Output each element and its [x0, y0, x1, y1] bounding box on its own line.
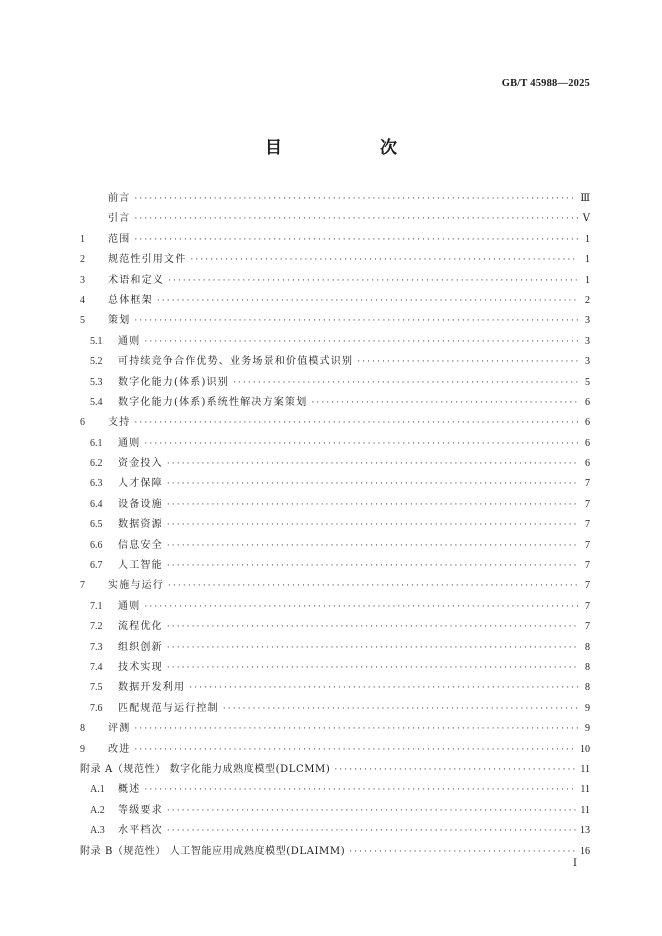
toc-entry[interactable]: [80, 576, 590, 596]
toc-entry[interactable]: [80, 801, 590, 821]
toc-entry-page: 7: [585, 478, 590, 490]
toc-entry-number: 6.2: [90, 458, 103, 470]
toc-entry-page: 8: [585, 682, 590, 694]
toc-entry-page: 7: [585, 498, 590, 510]
toc-entry-number: 7.5: [90, 682, 103, 694]
toc-dot-leader: [144, 780, 576, 800]
toc-entry-label: 通则: [118, 437, 141, 449]
toc-entry-label: 数字化能力(体系)系统性解决方案策划: [118, 396, 308, 408]
toc-entry-number: 7.1: [90, 600, 103, 612]
toc-dot-leader: [134, 719, 578, 739]
toc-dot-leader: [167, 536, 578, 556]
toc-entry-label: 总体框架: [108, 294, 153, 306]
toc-entry-number: 7: [80, 580, 85, 592]
toc-entry-page: 7: [585, 539, 590, 551]
toc-entry[interactable]: [80, 434, 590, 454]
toc-dot-leader: [168, 576, 578, 596]
toc-entry-page: 7: [585, 600, 590, 612]
toc-dot-leader: [144, 597, 578, 617]
toc-entry-page: 11: [580, 804, 590, 816]
toc-entry[interactable]: [80, 719, 590, 739]
toc-entry-page: 2: [585, 294, 590, 306]
toc-entry[interactable]: [80, 658, 590, 678]
toc-entry-page: 1: [585, 254, 590, 266]
toc-entry[interactable]: [80, 474, 590, 494]
toc-entry-number: 6.6: [90, 539, 103, 551]
toc-entry-label: 改进: [108, 743, 131, 755]
toc-entry-page: 6: [585, 437, 590, 449]
toc-entry-page: 11: [580, 784, 590, 796]
toc-entry-label: 等级要求: [118, 804, 163, 816]
toc-entry[interactable]: [80, 209, 590, 229]
toc-entry[interactable]: [80, 678, 590, 698]
toc-dot-leader: [167, 454, 578, 474]
toc-entry-number: A.1: [90, 784, 105, 796]
toc-dot-leader: [157, 291, 578, 311]
toc-entry-label: 策划: [108, 315, 131, 327]
toc-dot-leader: [167, 617, 578, 637]
toc-entry-number: 8: [80, 723, 85, 735]
toc-entry-label: 设备设施: [118, 498, 163, 510]
toc-entry-number: 5.1: [90, 335, 103, 347]
toc-dot-leader: [168, 271, 578, 291]
document-code: GB/T 45988—2025: [501, 78, 590, 89]
toc-entry-page: 6: [585, 458, 590, 470]
toc-entry[interactable]: [80, 638, 590, 658]
table-of-contents: [80, 189, 590, 862]
toc-entry[interactable]: [80, 597, 590, 617]
toc-dot-leader: [349, 842, 576, 862]
toc-dot-leader: [134, 413, 578, 433]
toc-entry-label: 流程优化: [118, 621, 163, 633]
toc-entry-page: 9: [585, 702, 590, 714]
toc-entry[interactable]: [80, 271, 590, 291]
toc-entry-number: 6.1: [90, 437, 103, 449]
toc-entry-label: 评测: [108, 723, 131, 735]
toc-entry-label: 规范性引用文件: [108, 254, 187, 266]
toc-entry-page: Ⅲ: [580, 193, 590, 204]
toc-entry-label: 术语和定义: [108, 274, 164, 286]
toc-entry[interactable]: [80, 291, 590, 311]
toc-entry-number: 6.3: [90, 478, 103, 490]
toc-entry[interactable]: [80, 842, 590, 862]
toc-entry-label: 资金投入: [118, 458, 163, 470]
toc-entry-page: 6: [585, 417, 590, 429]
toc-entry-number: 6: [80, 417, 85, 429]
toc-entry-page: 10: [580, 743, 590, 755]
toc-entry-label: 附录 A（规范性） 数字化能力成熟度模型(DLCMM): [80, 763, 331, 775]
page-number: Ⅰ: [573, 858, 577, 869]
toc-entry-number: 6.4: [90, 498, 103, 510]
toc-entry-number: 7.2: [90, 621, 103, 633]
toc-entry[interactable]: [80, 740, 590, 760]
toc-dot-leader: [167, 515, 578, 535]
toc-dot-leader: [144, 434, 578, 454]
toc-entry-page: 13: [580, 825, 590, 837]
toc-dot-leader: [189, 678, 578, 698]
toc-entry[interactable]: [80, 230, 590, 250]
toc-entry-label: 实施与运行: [108, 580, 164, 592]
toc-dot-leader: [167, 821, 576, 841]
toc-entry-page: 8: [585, 661, 590, 673]
toc-entry-page: 3: [585, 356, 590, 368]
toc-entry-number: 7.3: [90, 641, 103, 653]
toc-entry-label: 数据资源: [118, 519, 163, 531]
toc-entry-label: 数据开发利用: [118, 682, 186, 694]
toc-entry-page: 11: [580, 763, 590, 775]
toc-entry-page: 16: [580, 845, 590, 857]
toc-entry-label: 信息安全: [118, 539, 163, 551]
toc-entry[interactable]: [80, 413, 590, 433]
toc-entry-page: 8: [585, 641, 590, 653]
toc-entry-label: 水平档次: [118, 825, 163, 837]
toc-entry[interactable]: [80, 780, 590, 800]
toc-entry[interactable]: [80, 495, 590, 515]
toc-dot-leader: [167, 495, 578, 515]
page-title: 目 次: [265, 138, 443, 158]
toc-dot-leader: [134, 189, 576, 209]
toc-entry-label: 技术实现: [118, 661, 163, 673]
toc-dot-leader: [134, 209, 578, 229]
toc-dot-leader: [167, 638, 578, 658]
toc-entry[interactable]: [80, 311, 590, 331]
toc-entry-number: 7.6: [90, 702, 103, 714]
toc-entry[interactable]: [80, 189, 590, 209]
toc-entry-label: 前言: [108, 193, 131, 204]
toc-entry-page: 1: [585, 274, 590, 286]
toc-entry[interactable]: [80, 352, 590, 372]
toc-entry[interactable]: [80, 332, 590, 352]
toc-entry-number: A.3: [90, 825, 105, 837]
toc-entry[interactable]: [80, 617, 590, 637]
toc-entry-label: 通则: [118, 335, 141, 347]
toc-dot-leader: [167, 658, 578, 678]
toc-entry-number: 6.7: [90, 560, 103, 572]
toc-entry-number: A.2: [90, 804, 105, 816]
toc-entry-number: 9: [80, 743, 85, 755]
toc-dot-leader: [134, 311, 578, 331]
toc-dot-leader: [334, 760, 576, 780]
toc-entry-label: 范围: [108, 233, 131, 245]
toc-dot-leader: [134, 740, 576, 760]
toc-entry-page: 3: [585, 335, 590, 347]
toc-entry-page: 9: [585, 723, 590, 735]
toc-dot-leader: [167, 801, 577, 821]
toc-entry-label: 数字化能力(体系)识别: [118, 376, 230, 388]
toc-entry-label: 支持: [108, 417, 131, 429]
toc-entry-label: 附录 B（规范性） 人工智能应用成熟度模型(DLAIMM): [80, 845, 346, 857]
toc-entry[interactable]: [80, 536, 590, 556]
toc-dot-leader: [223, 699, 578, 719]
toc-entry[interactable]: [80, 373, 590, 393]
toc-entry-page: 3: [585, 315, 590, 327]
toc-dot-leader: [190, 250, 578, 270]
toc-entry-number: 5.4: [90, 396, 103, 408]
toc-entry-label: 人工智能: [118, 560, 163, 572]
toc-entry-page: 1: [585, 233, 590, 245]
toc-entry-label: 人才保障: [118, 478, 163, 490]
toc-dot-leader: [144, 332, 578, 352]
toc-entry-number: 5.3: [90, 376, 103, 388]
toc-entry-page: 5: [585, 376, 590, 388]
toc-entry-number: 5.2: [90, 356, 103, 368]
toc-entry[interactable]: [80, 454, 590, 474]
toc-entry-label: 引言: [108, 213, 131, 225]
toc-entry-label: 可持续竞争合作优势、业务场景和价值模式识别: [118, 356, 354, 368]
toc-entry-page: Ⅴ: [582, 213, 590, 225]
toc-entry-number: 7.4: [90, 661, 103, 673]
toc-entry-number: 3: [80, 274, 85, 286]
toc-entry-number: 2: [80, 254, 85, 266]
toc-entry[interactable]: [80, 556, 590, 576]
toc-dot-leader: [357, 352, 578, 372]
toc-entry-number: 4: [80, 294, 85, 306]
toc-dot-leader: [167, 556, 578, 576]
toc-entry-label: 匹配规范与运行控制: [118, 702, 219, 714]
toc-entry[interactable]: [80, 760, 590, 780]
toc-entry[interactable]: [80, 821, 590, 841]
toc-entry[interactable]: [80, 515, 590, 535]
toc-entry-page: 7: [585, 621, 590, 633]
toc-entry-label: 组织创新: [118, 641, 163, 653]
toc-entry-label: 通则: [118, 600, 141, 612]
toc-entry-number: 5: [80, 315, 85, 327]
toc-entry-number: 6.5: [90, 519, 103, 531]
toc-entry-page: 7: [585, 580, 590, 592]
toc-dot-leader: [167, 474, 578, 494]
toc-entry[interactable]: [80, 393, 590, 413]
toc-dot-leader: [233, 373, 578, 393]
toc-entry-page: 6: [585, 396, 590, 408]
toc-dot-leader: [134, 230, 578, 250]
toc-entry-number: 1: [80, 233, 85, 245]
toc-entry-page: 7: [585, 519, 590, 531]
toc-entry-label: 概述: [118, 784, 141, 796]
toc-dot-leader: [311, 393, 578, 413]
toc-entry-page: 7: [585, 560, 590, 572]
toc-entry[interactable]: [80, 250, 590, 270]
toc-entry[interactable]: [80, 699, 590, 719]
